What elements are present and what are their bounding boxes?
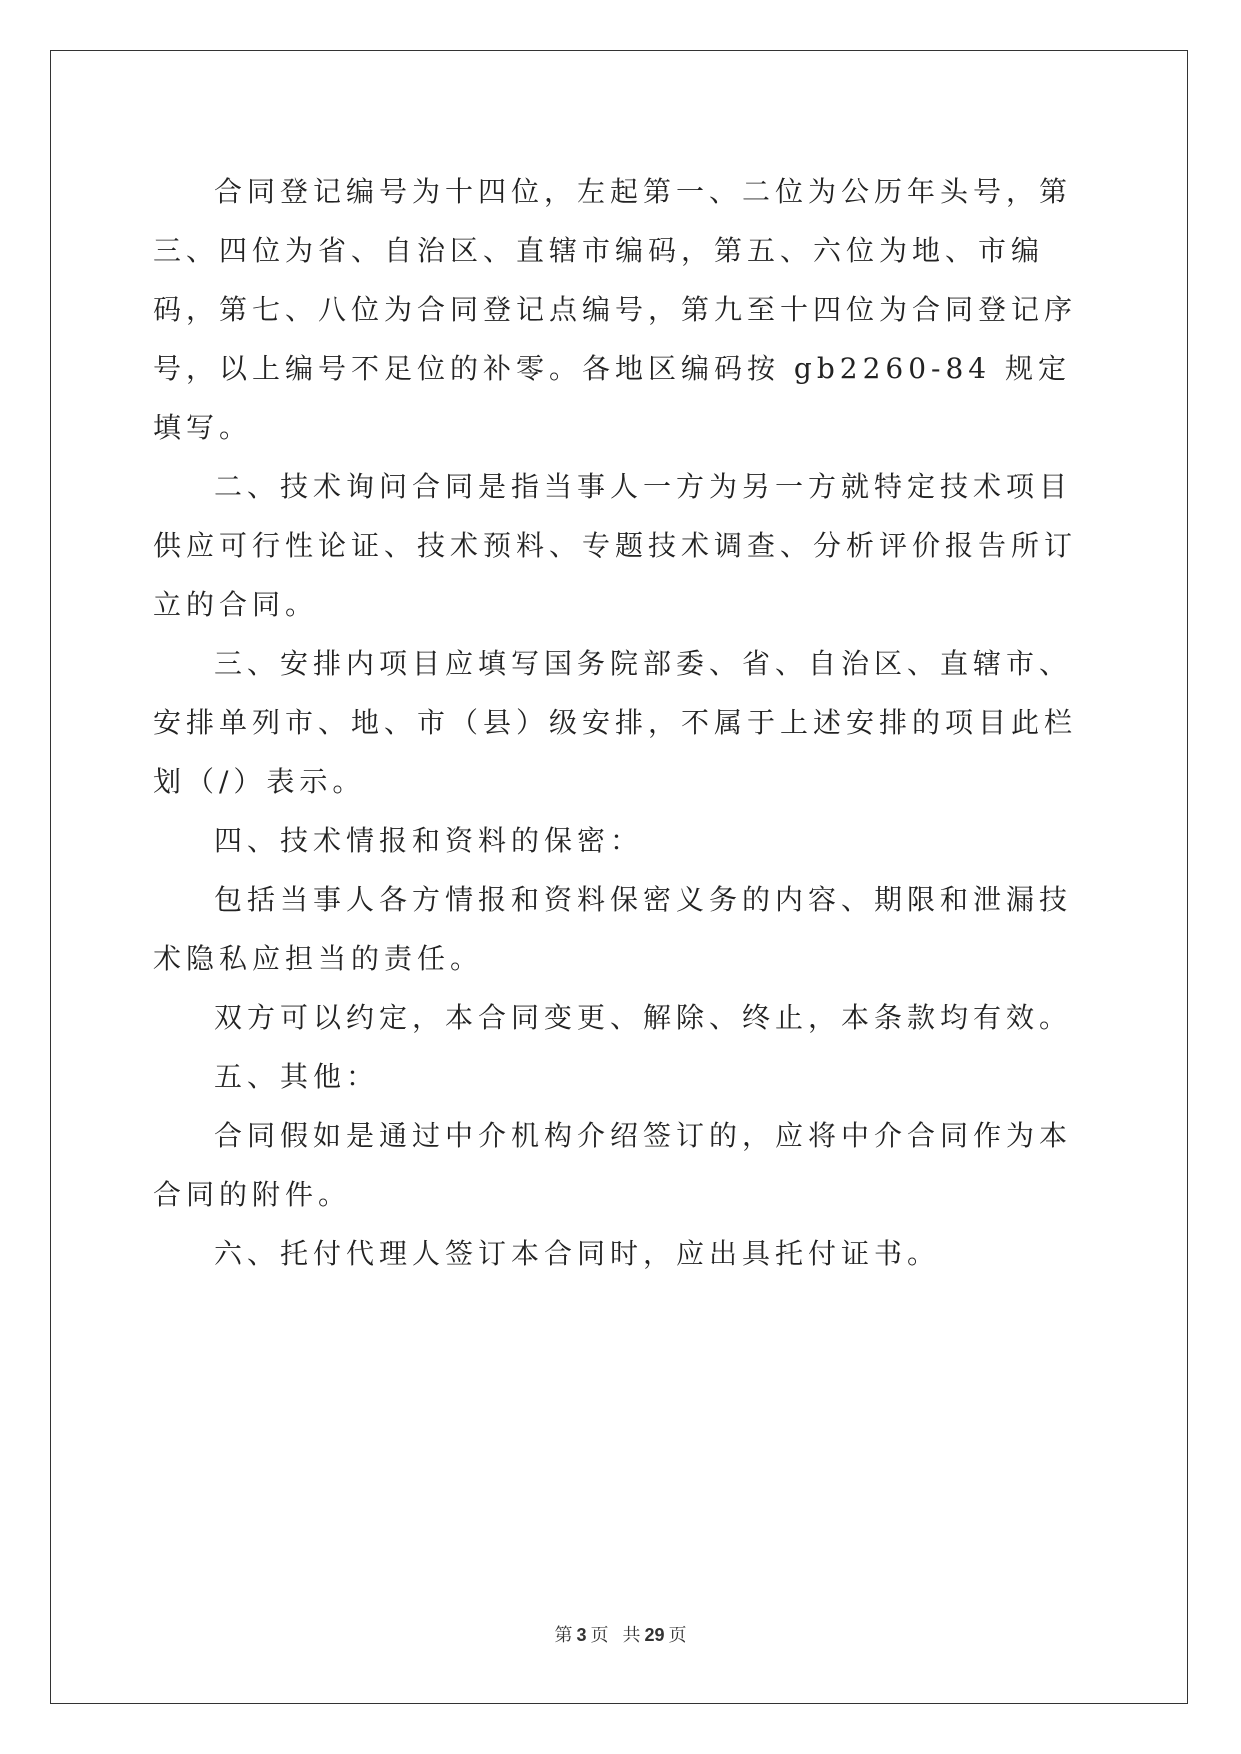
total-suffix: 页 <box>668 1625 687 1646</box>
total-pages: 29 <box>644 1625 665 1645</box>
paragraph: 包括当事人各方情报和资料保密义务的内容、期限和泄漏技术隐私应担当的责任。 <box>153 883 1073 975</box>
paragraph: 双方可以约定，本合同变更、解除、终止，本条款均有效。 <box>214 1001 1073 1034</box>
page-number: 3 <box>576 1625 587 1645</box>
paragraph: 五、其他： <box>214 1060 380 1093</box>
paragraph: 合同登记编号为十四位，左起第一、二位为公历年头号，第三、四位为省、自治区、直辖市编码，第五、六位为地、市编码，第七、八位为合同登记点编号，第九至十四位为合同登记序号，以上编号不足位的补零。各地区编码按 gb2260-84 规定填写。 <box>153 175 1078 444</box>
paragraph: 二、技术询问合同是指当事人一方为另一方就特定技术项目供应可行性论证、技术预料、专题技术调查、分析评价报告所订立的合同。 <box>153 470 1078 621</box>
page-footer <box>0 1623 1241 1648</box>
page-suffix: 页 <box>590 1625 609 1646</box>
document-body <box>153 162 1093 1283</box>
paragraph: 合同假如是通过中介机构介绍签订的，应将中介合同作为本合同的附件。 <box>153 1119 1073 1211</box>
paragraph: 六、托付代理人签订本合同时，应出具托付证书。 <box>214 1237 941 1270</box>
page-prefix: 第 <box>554 1625 573 1646</box>
paragraph: 四、技术情报和资料的保密： <box>214 824 644 857</box>
paragraph: 三、安排内项目应填写国务院部委、省、自治区、直辖市、安排单列市、地、市（县）级安排，不属于上述安排的项目此栏划（/）表示。 <box>153 647 1078 798</box>
total-prefix: 共 <box>622 1625 641 1646</box>
